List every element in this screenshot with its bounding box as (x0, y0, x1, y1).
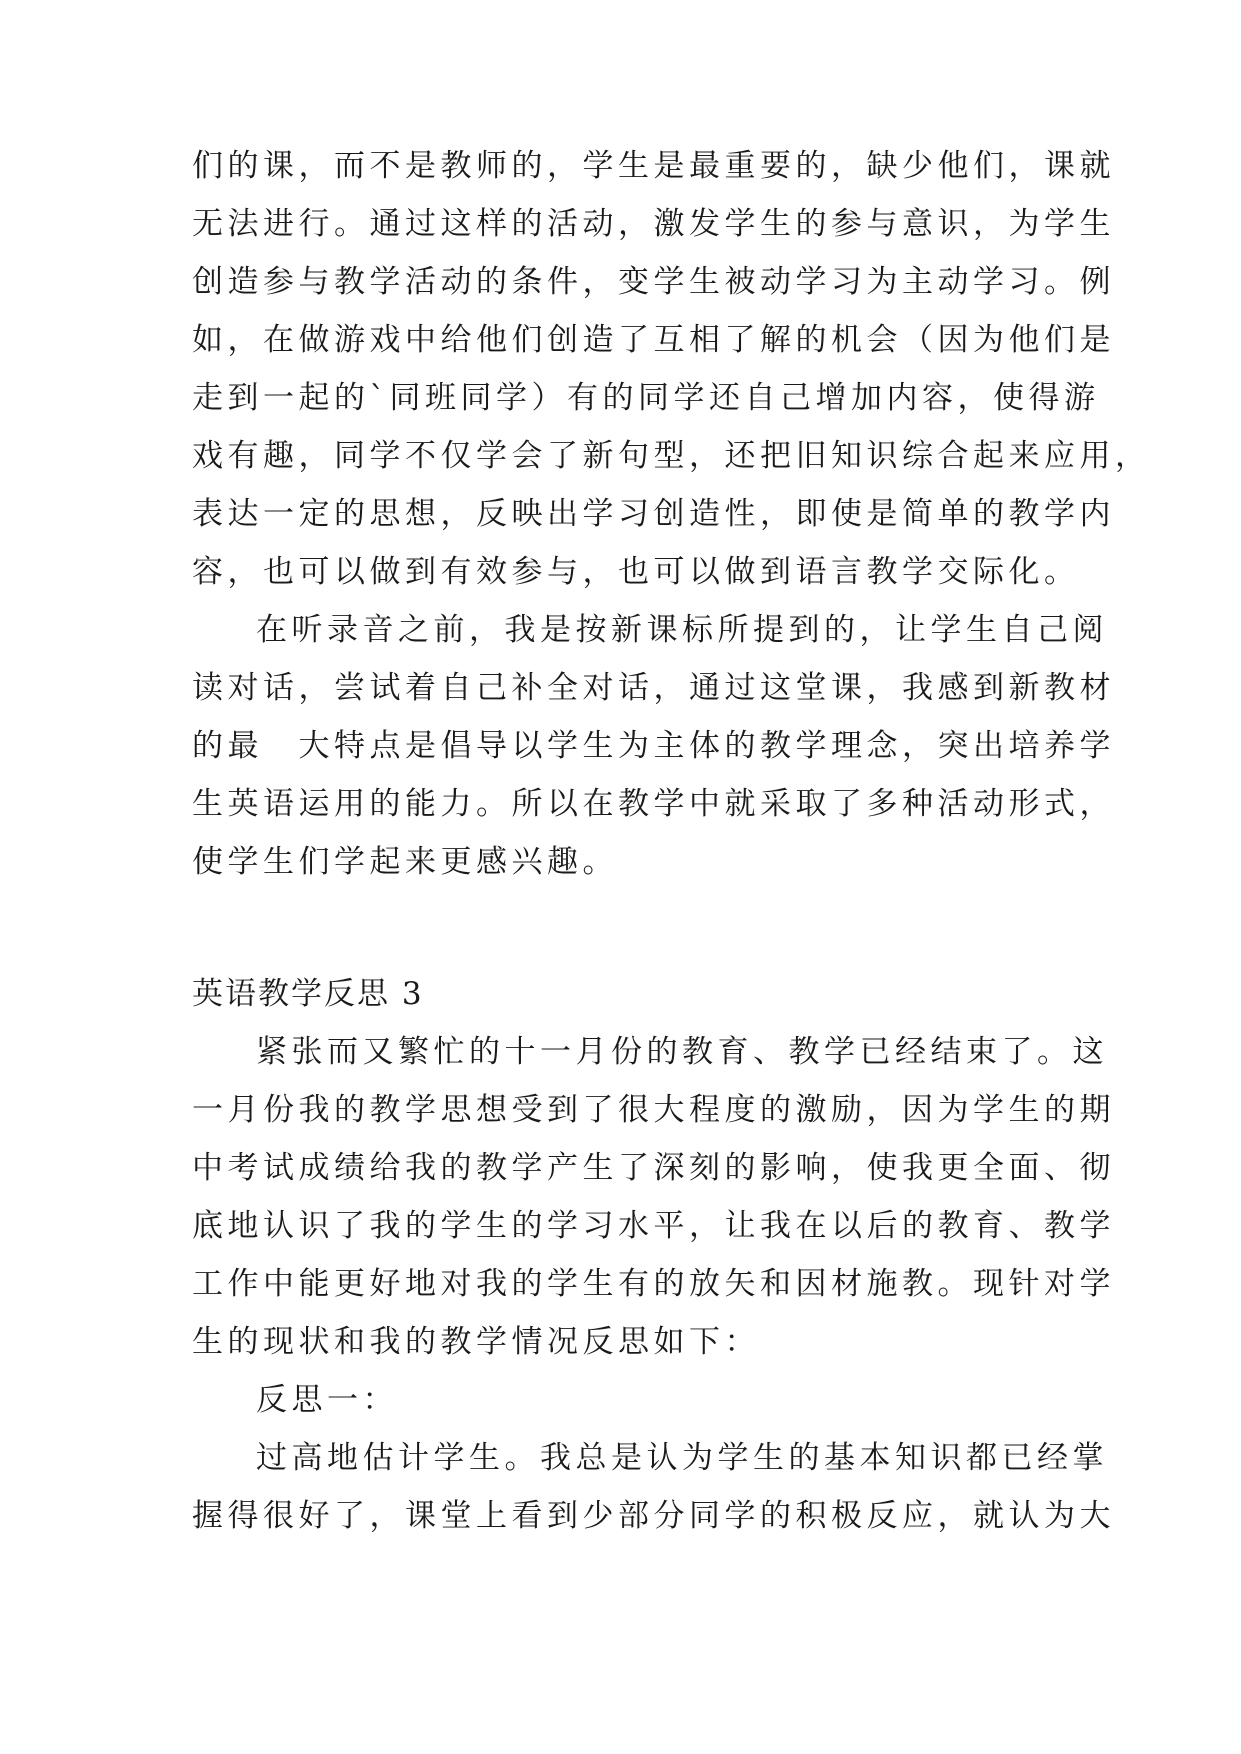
text-line: 过高地估计学生。我总是认为学生的基本知识都已经掌 (256, 1440, 1108, 1476)
text-line: 一月份我的教学思想受到了很大程度的激励，因为学生的期 (192, 1092, 1115, 1128)
text-line: 表达一定的思想，反映出学习创造性，即使是简单的教学内 (192, 496, 1115, 532)
text-line: 无法进行。通过这样的活动，激发学生的参与意识，为学生 (192, 206, 1115, 242)
text-line: 走到一起的`同班同学）有的同学还自己增加内容，使得游 (192, 380, 1100, 416)
text-line: 使学生们学起来更感兴趣。 (192, 844, 618, 880)
text-line: 在听录音之前，我是按新课标所提到的，让学生自己阅 (256, 612, 1108, 648)
text-line: 如，在做游戏中给他们创造了互相了解的机会（因为他们是 (192, 322, 1115, 358)
text-line: 们的课，而不是教师的，学生是最重要的，缺少他们，课就 (192, 148, 1115, 184)
text-line: 底地认识了我的学生的学习水平，让我在以后的教育、教学 (192, 1208, 1115, 1244)
paragraph-reflection-one (192, 1371, 1052, 1429)
text-line: 生英语运用的能力。所以在教学中就采取了多种活动形式， (192, 786, 1115, 822)
text-line: 容，也可以做到有效参与，也可以做到语言教学交际化。 (192, 554, 1080, 590)
paragraph-november (192, 1023, 1115, 1371)
text-line: 的最 大特点是倡导以学生为主体的教学理念，突出培养学 (192, 728, 1115, 764)
paragraph-overestimate (192, 1429, 1115, 1545)
text-line: 戏有趣，同学不仅学会了新句型，还把旧知识综合起来应用， (192, 438, 1151, 474)
text-line: 读对话，尝试着自己补全对话，通过这堂课，我感到新教材 (192, 670, 1115, 706)
text-line: 创造参与教学活动的条件，变学生被动学习为主动学习。例 (192, 264, 1115, 300)
text-line: 握得很好了，课堂上看到少部分同学的积极反应，就认为大 (192, 1498, 1115, 1534)
text-line: 工作中能更好地对我的学生有的放矢和因材施教。现针对学 (192, 1266, 1115, 1302)
text-line: 生的现状和我的教学情况反思如下： (192, 1324, 760, 1360)
section-heading: 英语教学反思 3 (192, 976, 424, 1012)
text-line: 紧张而又繁忙的十一月份的教育、教学已经结束了。这 (256, 1034, 1108, 1070)
paragraph-listening (192, 601, 1115, 891)
text-line: 反思一： (256, 1382, 398, 1418)
text-line: 中考试成绩给我的教学产生了深刻的影响，使我更全面、彻 (192, 1150, 1115, 1186)
paragraph-continued (192, 137, 1151, 601)
